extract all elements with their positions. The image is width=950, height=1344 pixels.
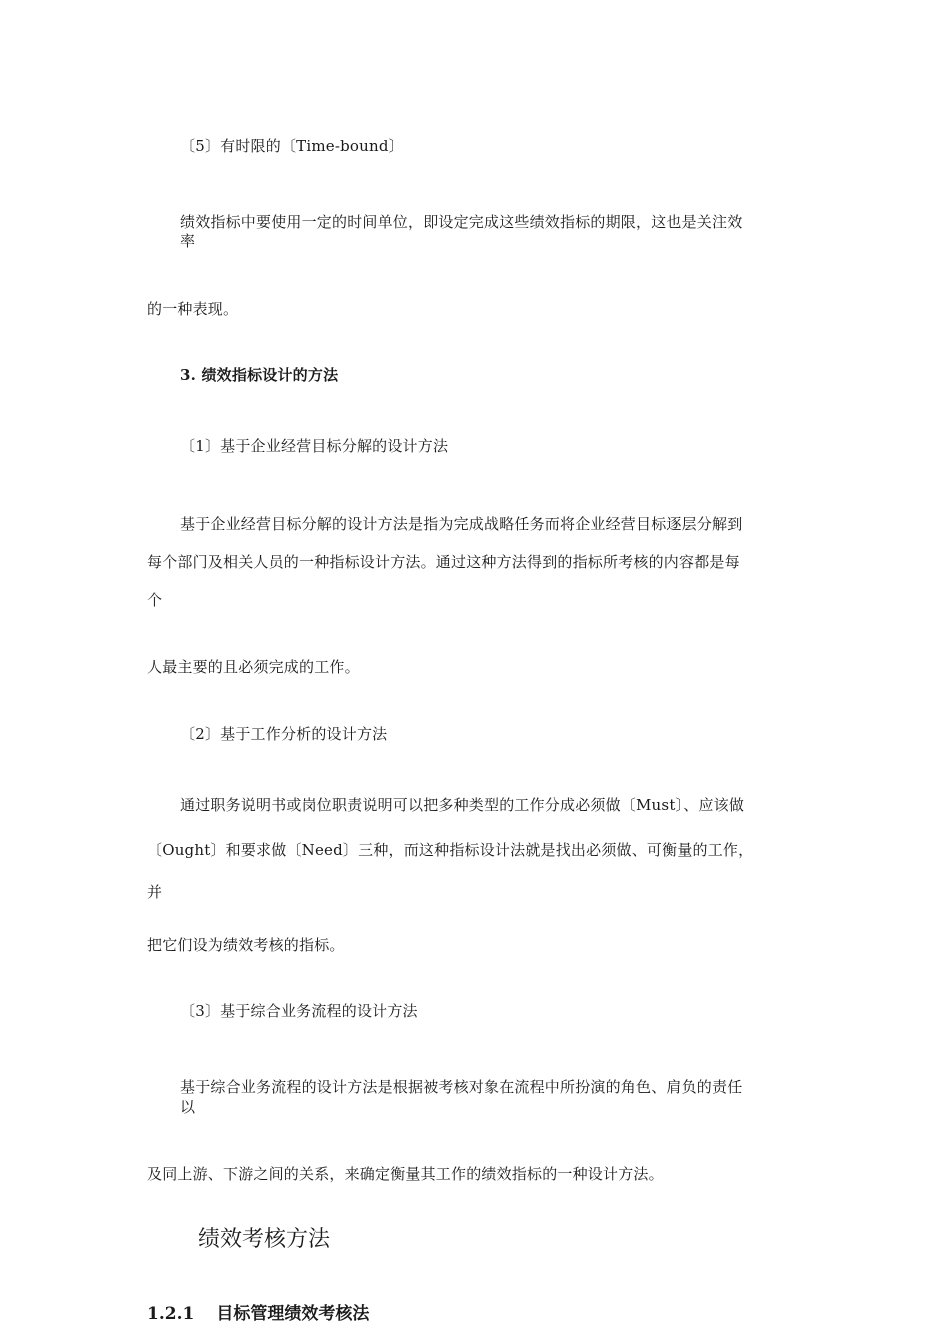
subsection-title: 目标管理绩效考核法 — [216, 1304, 370, 1324]
paragraph-line: 通过职务说明书或岗位职责说明可以把多种类型的工作分成必须做〔Must〕、应该做 — [180, 796, 745, 814]
item-business-process: 〔3〕基于综合业务流程的设计方法 — [180, 1002, 418, 1020]
paragraph-line: 把它们设为绩效考核的指标。 — [147, 936, 345, 954]
item-time-bound: 〔5〕有时限的〔Time-bound〕 — [180, 137, 404, 155]
paragraph-line: 基于综合业务流程的设计方法是根据被考核对象在流程中所扮演的角色、肩负的责任 — [180, 1078, 743, 1096]
subsection-heading — [147, 1302, 369, 1326]
paragraph-line: 及同上游、下游之间的关系，来确定衡量其工作的绩效指标的一种设计方法。 — [147, 1165, 664, 1183]
paragraph-line: 的一种表现。 — [147, 300, 239, 318]
paragraph-line: 绩效指标中要使用一定的时间单位，即设定完成这些绩效指标的期限，这也是关注效 — [180, 213, 743, 231]
paragraph-line: 〔Ought〕和要求做〔Need〕三种，而这种指标设计法就是找出必须做、可衡量的工作， — [147, 841, 754, 859]
paragraph-line: 人最主要的且必须完成的工作。 — [147, 658, 360, 676]
paragraph-line: 率 — [180, 232, 196, 250]
chapter-heading: 绩效考核方法 — [198, 1227, 331, 1252]
paragraph-line: 并 — [147, 883, 163, 901]
item-goal-decomposition: 〔1〕基于企业经营目标分解的设计方法 — [180, 437, 449, 455]
section-heading-design-methods: 3. 绩效指标设计的方法 — [180, 366, 339, 384]
subsection-number: 1.2.1 — [147, 1304, 195, 1324]
item-job-analysis: 〔2〕基于工作分析的设计方法 — [180, 725, 388, 743]
paragraph-line: 以 — [180, 1098, 196, 1116]
paragraph-line: 基于企业经营目标分解的设计方法是指为完成战略任务而将企业经营目标逐层分解到 — [180, 515, 743, 533]
paragraph-line: 个 — [147, 591, 163, 609]
paragraph-line: 每个部门及相关人员的一种指标设计方法。通过这种方法得到的指标所考核的内容都是每 — [147, 553, 740, 571]
